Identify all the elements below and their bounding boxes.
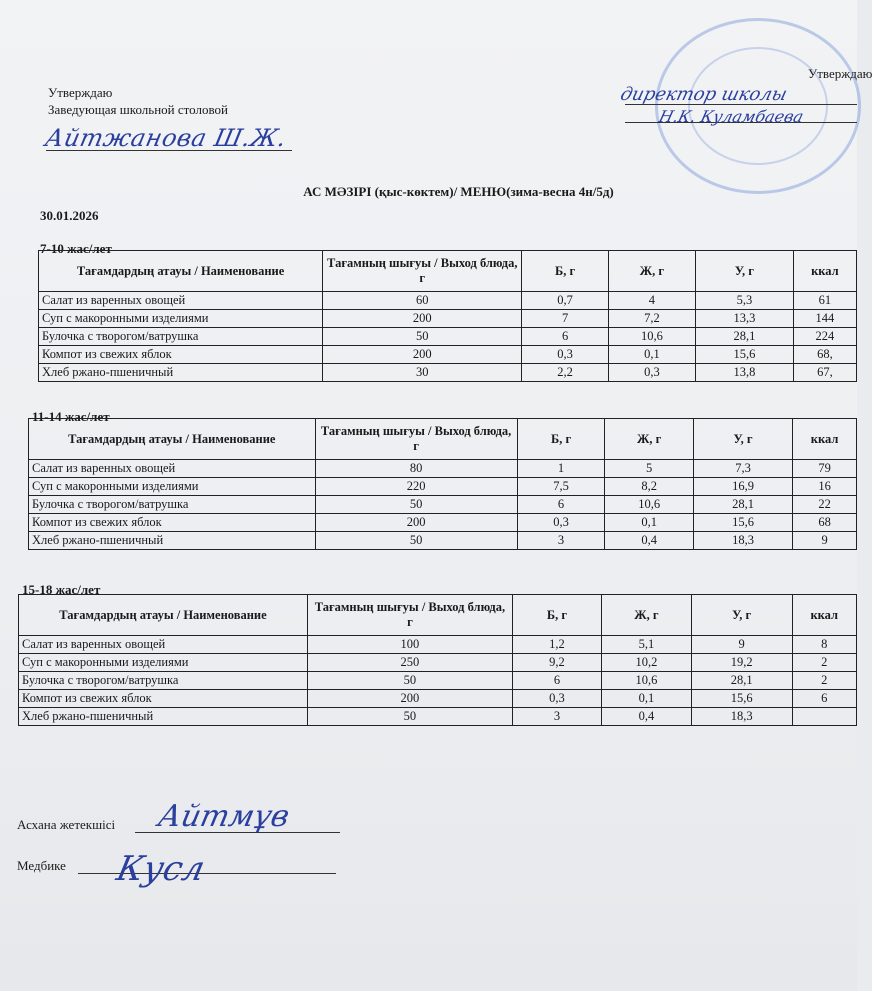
dish-name: Суп с макоронными изделиями: [19, 654, 308, 672]
dish-u: 5,3: [696, 292, 794, 310]
dish-output: 100: [307, 636, 512, 654]
cook-signature: [155, 792, 310, 837]
dish-b: 7,5: [517, 478, 605, 496]
table-row: [19, 708, 857, 726]
dish-b: 0,7: [522, 292, 608, 310]
dish-kcal: 67,: [793, 364, 856, 382]
table-row: [39, 364, 857, 382]
table-row: [39, 310, 857, 328]
dish-u: 18,3: [693, 532, 792, 550]
header-b: Б, г: [517, 419, 605, 460]
dish-zh: 10,6: [602, 672, 692, 690]
age-group-label: 7-10 жас/лет: [40, 241, 112, 256]
dish-u: 19,2: [691, 654, 792, 672]
header-output: Тағамның шығуы / Выход блюда, г: [315, 419, 517, 460]
dish-b: 6: [512, 672, 601, 690]
dish-kcal: 6: [792, 690, 856, 708]
header-output: Тағамның шығуы / Выход блюда, г: [323, 251, 522, 292]
table-row: [29, 514, 857, 532]
dish-kcal: 68: [793, 514, 857, 532]
dish-u: 9: [691, 636, 792, 654]
dish-kcal: 79: [793, 460, 857, 478]
dish-u: 15,6: [691, 690, 792, 708]
dish-b: 7: [522, 310, 608, 328]
dish-kcal: 22: [793, 496, 857, 514]
dish-b: 1: [517, 460, 605, 478]
table-header-row: [29, 419, 857, 460]
dish-u: 18,3: [691, 708, 792, 726]
dish-name: Булочка с творогом/ватрушка: [39, 328, 323, 346]
dish-b: 9,2: [512, 654, 601, 672]
dish-output: 50: [307, 708, 512, 726]
dish-output: 220: [315, 478, 517, 496]
svg-text:Айтжанова Ш.Ж.: Айтжанова Ш.Ж.: [42, 123, 289, 152]
dish-output: 50: [315, 496, 517, 514]
menu-table-15-18: [18, 594, 857, 726]
dish-kcal: 16: [793, 478, 857, 496]
dish-name: Компот из свежих яблок: [39, 346, 323, 364]
dish-name: Компот из свежих яблок: [19, 690, 308, 708]
dish-b: 0,3: [522, 346, 608, 364]
dish-output: 200: [315, 514, 517, 532]
approval-left: [48, 84, 228, 118]
dish-zh: 0,1: [602, 690, 692, 708]
dish-u: 28,1: [693, 496, 792, 514]
dish-output: 30: [323, 364, 522, 382]
table-row: [39, 328, 857, 346]
header-u: У, г: [693, 419, 792, 460]
header-u: У, г: [691, 595, 792, 636]
svg-text:Н.К. Куламбаева: Н.К. Куламбаева: [657, 107, 806, 126]
dish-u: 28,1: [691, 672, 792, 690]
dish-zh: 8,2: [605, 478, 693, 496]
dish-zh: 0,3: [608, 364, 695, 382]
table-header-row: [39, 251, 857, 292]
table-row: [39, 346, 857, 364]
dish-output: 50: [315, 532, 517, 550]
dish-zh: 0,1: [605, 514, 693, 532]
approval-left-line1: Утверждаю: [48, 85, 113, 100]
approval-left-signature: [42, 118, 296, 158]
dish-u: 13,3: [696, 310, 794, 328]
table-row: [29, 478, 857, 496]
age-group-label: 11-14 жас/лет: [32, 409, 110, 424]
dish-name: Салат из варенных овощей: [39, 292, 323, 310]
dish-u: 16,9: [693, 478, 792, 496]
header-kcal: ккал: [793, 419, 857, 460]
menu-table-7-10: [38, 250, 857, 382]
header-name: Тағамдардың атауы / Наименование: [39, 251, 323, 292]
dish-zh: 10,6: [605, 496, 693, 514]
dish-u: 7,3: [693, 460, 792, 478]
svg-text:Кусл: Кусл: [113, 849, 209, 889]
dish-b: 1,2: [512, 636, 601, 654]
age-group-label: 15-18 жас/лет: [22, 582, 101, 597]
dish-output: 200: [323, 310, 522, 328]
table-row: [19, 654, 857, 672]
dish-u: 28,1: [696, 328, 794, 346]
dish-name: Булочка с творогом/ватрушка: [19, 672, 308, 690]
approval-left-line2: Заведующая школьной столовой: [48, 102, 228, 117]
header-kcal: ккал: [793, 251, 856, 292]
dish-zh: 0,4: [602, 708, 692, 726]
cook-label: Асхана жетекшісі: [17, 817, 116, 832]
dish-kcal: 61: [793, 292, 856, 310]
approval-right-signature: [618, 74, 857, 134]
dish-name: Суп с макоронными изделиями: [39, 310, 323, 328]
dish-name: Салат из варенных овощей: [29, 460, 316, 478]
header-name: Тағамдардың атауы / Наименование: [19, 595, 308, 636]
dish-name: Хлеб ржано-пшеничный: [29, 532, 316, 550]
header-zh: Ж, г: [602, 595, 692, 636]
table-row: [39, 292, 857, 310]
dish-kcal: 8: [792, 636, 856, 654]
approval-right-label: Утверждаю: [808, 66, 872, 81]
table-row: [29, 496, 857, 514]
dish-name: Салат из варенных овощей: [19, 636, 308, 654]
dish-b: 0,3: [512, 690, 601, 708]
nurse-signature: [113, 838, 240, 893]
dish-output: 50: [307, 672, 512, 690]
table-row: [29, 460, 857, 478]
header-output: Тағамның шығуы / Выход блюда, г: [307, 595, 512, 636]
dish-u: 13,8: [696, 364, 794, 382]
table-row: [19, 690, 857, 708]
table-header-row: [19, 595, 857, 636]
dish-kcal: 2: [792, 654, 856, 672]
dish-kcal: 144: [793, 310, 856, 328]
dish-kcal: 9: [793, 532, 857, 550]
dish-kcal: 68,: [793, 346, 856, 364]
dish-zh: 5: [605, 460, 693, 478]
menu-title: АС МӘЗІРІ (қыс-көктем)/ МЕНЮ(зима-весна 4н/5д): [303, 184, 614, 199]
dish-zh: 10,6: [608, 328, 695, 346]
dish-output: 250: [307, 654, 512, 672]
menu-date: 30.01.2026: [40, 208, 99, 223]
dish-zh: 5,1: [602, 636, 692, 654]
dish-zh: 7,2: [608, 310, 695, 328]
dish-b: 6: [522, 328, 608, 346]
dish-name: Суп с макоронными изделиями: [29, 478, 316, 496]
svg-text:директор школы: директор школы: [618, 84, 790, 105]
header-u: У, г: [696, 251, 794, 292]
header-kcal: ккал: [792, 595, 856, 636]
dish-kcal: 2: [792, 672, 856, 690]
header-b: Б, г: [512, 595, 601, 636]
dish-b: 0,3: [517, 514, 605, 532]
dish-u: 15,6: [693, 514, 792, 532]
header-zh: Ж, г: [605, 419, 693, 460]
dish-output: 200: [323, 346, 522, 364]
dish-b: 3: [512, 708, 601, 726]
dish-zh: 4: [608, 292, 695, 310]
dish-output: 60: [323, 292, 522, 310]
dish-name: Хлеб ржано-пшеничный: [19, 708, 308, 726]
svg-text:Айтмұв: Айтмұв: [155, 799, 293, 834]
dish-zh: 0,1: [608, 346, 695, 364]
dish-name: Булочка с творогом/ватрушка: [29, 496, 316, 514]
header-name: Тағамдардың атауы / Наименование: [29, 419, 316, 460]
dish-u: 15,6: [696, 346, 794, 364]
dish-b: 2,2: [522, 364, 608, 382]
dish-output: 50: [323, 328, 522, 346]
dish-name: Хлеб ржано-пшеничный: [39, 364, 323, 382]
dish-zh: 10,2: [602, 654, 692, 672]
dish-kcal: [792, 708, 856, 726]
header-b: Б, г: [522, 251, 608, 292]
table-row: [19, 636, 857, 654]
dish-zh: 0,4: [605, 532, 693, 550]
header-zh: Ж, г: [608, 251, 695, 292]
dish-b: 3: [517, 532, 605, 550]
dish-output: 80: [315, 460, 517, 478]
dish-output: 200: [307, 690, 512, 708]
table-row: [19, 672, 857, 690]
dish-b: 6: [517, 496, 605, 514]
nurse-label: Медбике: [17, 858, 66, 873]
table-row: [29, 532, 857, 550]
menu-table-11-14: [28, 418, 857, 550]
dish-name: Компот из свежих яблок: [29, 514, 316, 532]
dish-kcal: 224: [793, 328, 856, 346]
